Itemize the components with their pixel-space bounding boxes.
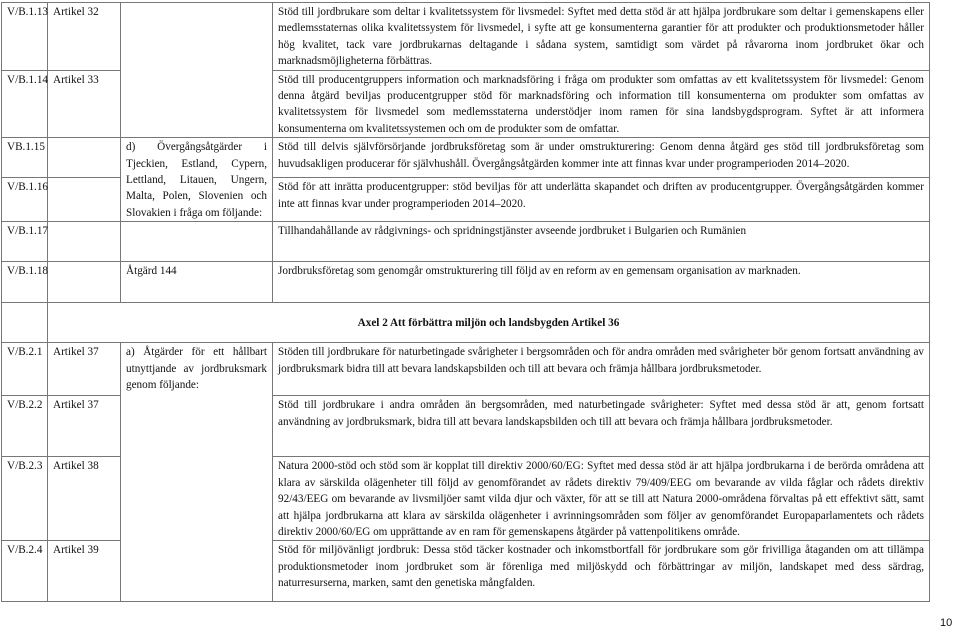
code-cell: V/B.1.14 (2, 70, 48, 138)
measure-cell: Åtgärd 144 (121, 262, 273, 303)
page-number: 10 (940, 617, 953, 629)
description-cell: Stöd till producentgruppers information och marknadsföring i fråga om produkter som omfattas av ett kvalitetssystem för livsmedel: Genom denna åtgärd beviljas producentgrupper stöd för marknadsföring och information till konsumenterna om produkter som omfattas av kvalitetssystem för livsmedel som medlemsstaterna understödjer inom ramen för sina landsbygdsprogram. Syftet är att informera konsumenterna om kvalitetssystemen och om de produkter som de omfattar. (273, 70, 930, 138)
measure-cell (121, 222, 273, 262)
description-cell: Stöd till jordbrukare som deltar i kvalitetssystem för livsmedel: Syftet med detta stöd är att hjälpa jordbrukare som deltar i gemenskapens eller medlemsstaternas olika kvalitetssystem för livsmedel, i syfte att ge konsumenterna garantier för att produkter och produktionsmetoder håller hög kvalitet, tack vare jordbrukarnas deltagande i sådana system, samtidigt som värdet på råvarorna inom jordbruket ökar och marknadsmöjligheterna förbättras. (273, 3, 930, 71)
code-cell: V/B.2.3 (2, 457, 48, 541)
description-cell: Jordbruksföretag som genomgår omstrukturering till följd av en reform av en gemensam organisation av marknaden. (273, 262, 930, 303)
measure-cell (121, 3, 273, 138)
code-cell: V/B.1.18 (2, 262, 48, 303)
table-row (2, 262, 930, 303)
article-cell (48, 138, 121, 178)
article-cell (48, 262, 121, 303)
code-cell (2, 303, 48, 343)
description-cell: Tillhandahållande av rådgivnings- och spridningstjänster avseende jordbruket i Bulgarien och Rumänien (273, 222, 930, 262)
description-cell: Stöd för att inrätta producentgrupper: stöd beviljas för att underlätta skapandet och driften av producentgrupper. Övergångsåtgärden kommer inte att finnas kvar under programperioden 2014–2020. (273, 178, 930, 222)
article-cell (48, 222, 121, 262)
article-cell (48, 178, 121, 222)
description-cell: Stöd till jordbrukare i andra områden än bergsområden, med naturbetingade svårigheter: Syftet med dessa stöd är att, genom fortsatt användning av jordbruksmark, bidra till att bevara landskapsbilden och till att bevara och främja hållbara jordbruksmetoder. (273, 396, 930, 457)
description-cell: Stöden till jordbrukare för naturbetingade svårigheter i bergsområden och för andra områden med svårigheter bör genom fortsatt användning av jordbruksmark bidra till att bevara landskapsbilden och till att bevara och främja hållbara jordbruksmetoder. (273, 343, 930, 396)
section-heading-row (2, 303, 930, 343)
description-cell: Stöd till delvis självförsörjande jordbruksföretag som är under omstrukturering: Genom denna åtgärd ges stöd till jordbruksföretag som huvudsakligen producerar för självhushåll. Övergångsåtgärden kommer inte att finnas kvar under programperioden 2014–2020. (273, 138, 930, 178)
code-cell: V/B.2.1 (2, 343, 48, 396)
table-row (2, 343, 930, 396)
code-cell: V/B.2.4 (2, 541, 48, 602)
article-cell: Artikel 37 (48, 343, 121, 396)
article-cell: Artikel 38 (48, 457, 121, 541)
measure-cell: d) Övergångsåtgärder i Tjeckien, Estland, Cypern, Lettland, Litauen, Ungern, Malta, Polen, Slovenien och Slovakien i fråga om följande: (121, 138, 273, 222)
description-cell: Natura 2000-stöd och stöd som är kopplat till direktiv 2000/60/EG: Syftet med dessa stöd är att hjälpa jordbrukarna i de berörda områdena att klara av särskilda olägenheter till följd av genomförandet av rådets direktiv 79/409/EEG om bevarande av vilda fåglar och rådets direktiv 92/43/EEG om bevarande av livsmiljöer samt vilda djur och växter, för att se till att Natura 2000-områdena förvaltas på ett effektivt sätt, samt att hjälpa jordbrukarna att klara av särskilda olägenheter i avrinningsområden som följer av genomförandet Europaparlamentets och rådets direktiv 2000/60/EG om upprättande av en ram för gemenskapens åtgärder på vattenpolitikens område. (273, 457, 930, 541)
article-cell: Artikel 32 (48, 3, 121, 71)
article-cell: Artikel 39 (48, 541, 121, 602)
measure-cell: a) Åtgärder för ett hållbart utnyttjande av jordbruksmark genom följande: (121, 343, 273, 602)
table-row (2, 222, 930, 262)
measures-table (1, 2, 930, 602)
article-cell: Artikel 33 (48, 70, 121, 138)
code-cell: V/B.1.17 (2, 222, 48, 262)
code-cell: V/B.2.2 (2, 396, 48, 457)
article-cell: Artikel 37 (48, 396, 121, 457)
description-cell: Stöd för miljövänligt jordbruk: Dessa stöd täcker kostnader och inkomstbortfall för jordbrukare som gör frivilliga åtaganden om att tillämpa produktionsmetoder inom jordbruket som är förenliga med miljöskydd och förbättringar av miljön, landskapet med dess särdrag, naturresurserna, marken, samt den genetiska mångfalden. (273, 541, 930, 602)
table-row (2, 138, 930, 178)
code-cell: V/B.1.13 (2, 3, 48, 71)
table-row (2, 3, 930, 71)
section-heading: Axel 2 Att förbättra miljön och landsbygden Artikel 36 (48, 303, 930, 343)
code-cell: V/B.1.16 (2, 178, 48, 222)
code-cell: VB.1.15 (2, 138, 48, 178)
